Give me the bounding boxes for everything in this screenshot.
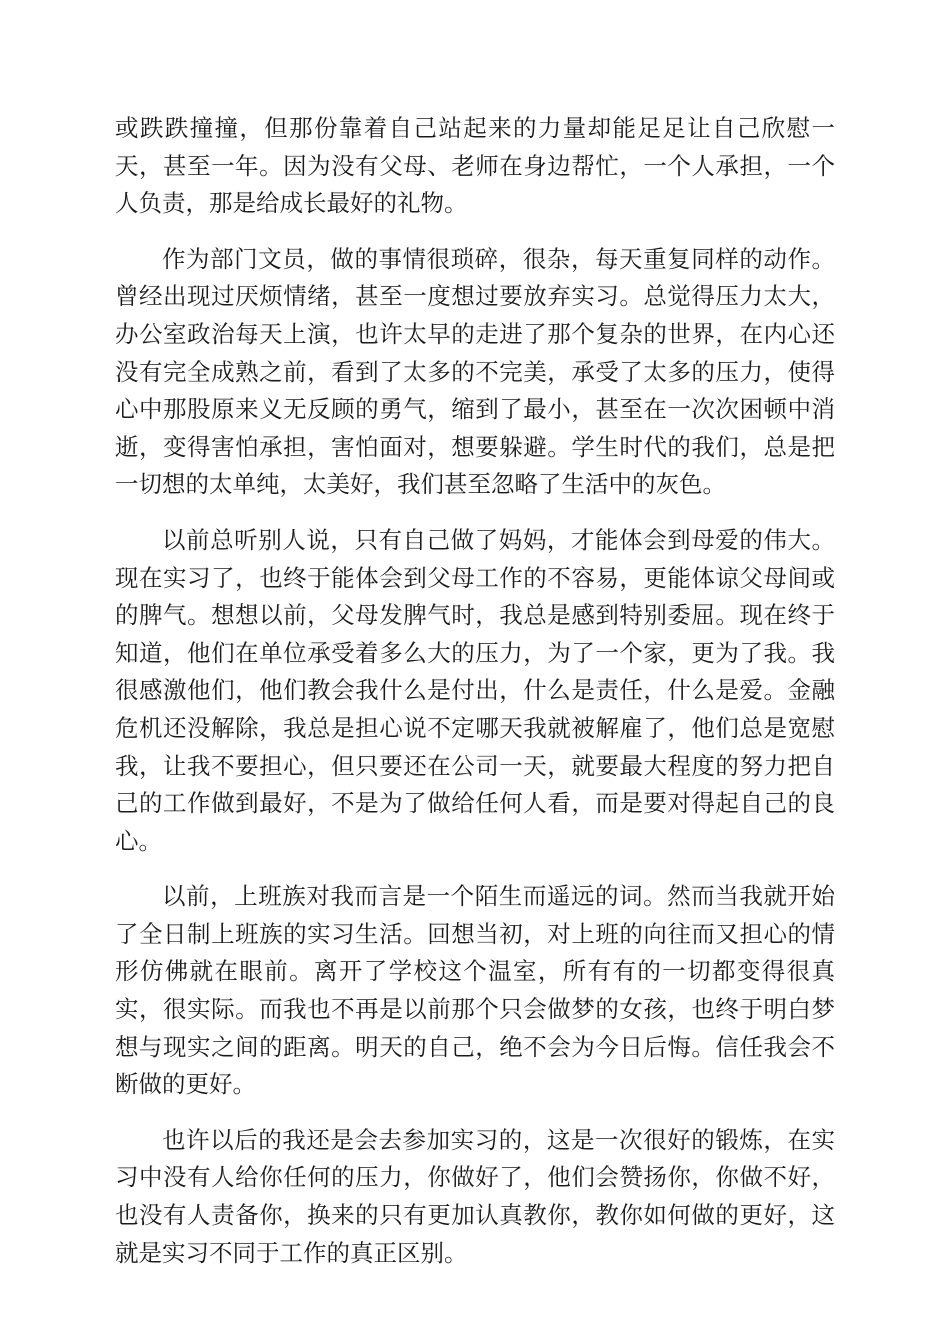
paragraph: 以前总听别人说，只有自己做了妈妈，才能体会到母爱的伟大。现在实习了，也终于能体会到父母工作的不容易，更能体谅父母间或的脾气。想想以前，父母发脾气时，我总是感到特别委屈。现在终于知道，他们在单位承受着多么大的压力，为了一个家，更为了我。我很感激他们，他们教会我什么是付出，什么是责任，什么是爱。金融危机还没解除，我总是担心说不定哪天我就被解雇了，他们总是宽慰我，让我不要担心，但只要还在公司一天，就要最大程度的努力把自己的工作做到最好，不是为了做给任何人看，而是要对得起自己的良心。 [115, 525, 835, 855]
document-page [115, 110, 835, 1290]
paragraph: 作为部门文员，做的事情很琐碎，很杂，每天重复同样的动作。曾经出现过厌烦情绪，甚至一度想过要放弃实习。总觉得压力太大，办公室政治每天上演，也许太早的走进了那个复杂的世界，在内心还没有完全成熟之前，看到了太多的不完美，承受了太多的压力，使得心中那股原来义无反顾的勇气，缩到了最小，甚至在一次次困顿中消逝，变得害怕承担，害怕面对，想要躲避。学生时代的我们，总是把一切想的太单纯，太美好，我们甚至忽略了生活中的灰色。 [115, 244, 835, 499]
paragraph: 以前，上班族对我而言是一个陌生而遥远的词。然而当我就开始了全日制上班族的实习生活。回想当初，对上班的向往而又担心的情形仿佛就在眼前。离开了学校这个温室，所有有的一切都变得很真实，很实际。而我也不再是以前那个只会做梦的女孩，也终于明白梦想与现实之间的距离。明天的自己，绝不会为今日后悔。信任我会不断做的更好。 [115, 882, 835, 1099]
paragraph-continuation: 或跌跌撞撞，但那份靠着自己站起来的力量却能足足让自己欣慰一天，甚至一年。因为没有父母、老师在身边帮忙，一个人承担，一个人负责，那是给成长最好的礼物。 [115, 114, 835, 218]
paragraph: 也许以后的我还是会去参加实习的，这是一次很好的锻炼，在实习中没有人给你任何的压力，你做好了，他们会赞扬你，你做不好，也没有人责备你，换来的只有更加认真教你，教你如何做的更好，这就是实习不同于工作的真正区别。 [115, 1125, 835, 1267]
